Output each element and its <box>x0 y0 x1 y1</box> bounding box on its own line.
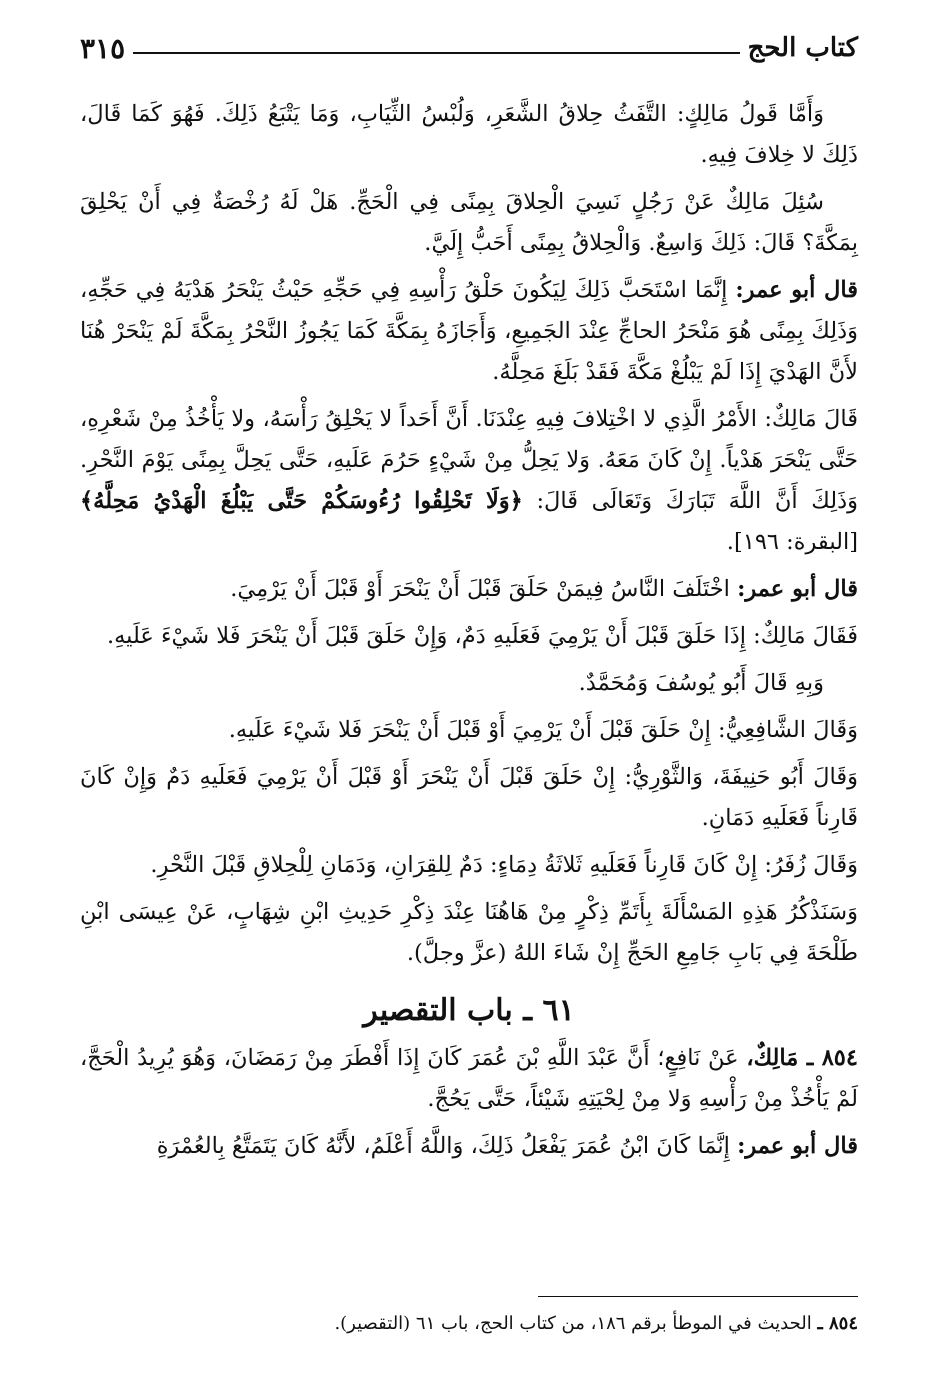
paragraph-text: إِنَّمَا اسْتَحَبَّ ذَلِكَ لِيَكُونَ حَلْقُ رَأْسِهِ فِي حَجِّهِ حَيْثُ يَنْحَرُ هَدْيَهُ فِي حَجِّهِ، وَذَلِكَ بِمِنًى هُوَ مَنْحَرُ الحاجِّ عِنْدَ الجَمِيعِ، وَأَجَازَهُ بِمَكَّةَ كَمَا يَجُوزُ النَّحْرُ بِمَكَّةَ لَمْ يَنْحَرْ هُنَا لأَنَّ الهَدْيَ إِذَا لَمْ يَبْلُغْ مَكَّةَ فَقَدْ بَلَغَ مَحِلَّهُ. <box>80 277 858 385</box>
paragraph <box>80 399 858 563</box>
footnote-number: ٨٥٤ ـ <box>817 1313 858 1334</box>
page-header <box>80 28 858 68</box>
paragraph-text: عَنْ نَافِعٍ؛ أَنَّ عَبْدَ اللَّهِ بْنَ عُمَرَ كَانَ إِذَا أَفْطَرَ مِنْ رَمَضَانَ، وَهُوَ يُرِيدُ الْحَجَّ، لَمْ يَأْخُذْ مِنْ رَأْسِهِ وَلا مِنْ لِحْيَتِهِ شَيْئاً، حَتَّى يَحُجَّ. <box>80 1045 858 1112</box>
paragraph-lead: قال أبو عمر: <box>737 576 858 602</box>
paragraph <box>80 892 858 974</box>
paragraph <box>80 616 858 657</box>
paragraph <box>80 757 858 839</box>
hadith-number: ٨٥٤ ـ مَالِكٌ، <box>746 1045 858 1071</box>
paragraph-text: إِنَّمَا كَانَ ابْنُ عُمَرَ يَفْعَلُ ذَلِكَ، وَاللَّهُ أَعْلَمُ، لأَنَّهُ كَانَ يَتَمَتَّعُ بِالعُمْرَةِ <box>156 1133 738 1159</box>
paragraph <box>80 1126 858 1167</box>
paragraph-text: قَالَ مَالِكٌ: الأَمْرُ الَّذِي لا اخْتِلافَ فِيهِ عِنْدَنَا. أَنَّ أَحَداً لا يَحْلِقُ رَأْسَهُ، ولا يَأْخُذُ مِنْ شَعْرِهِ، حَتَّى يَنْحَرَ هَدْياً. إِنْ كَانَ مَعَهُ. وَلا يَحِلُّ مِنْ شَيْءٍ حَرُمَ عَلَيهِ، حَتَّى يَحِلَّ بِمِنًى يَوْمَ النَّحْرِ. وَذَلِكَ أَنَّ اللَّهَ تَبَارَكَ وَتَعَالَى قَالَ: <box>80 406 858 514</box>
hadith-paragraph <box>80 1038 858 1120</box>
paragraph <box>80 270 858 393</box>
paragraph-text: فَقَالَ مَالِكٌ: إِذَا حَلَقَ قَبْلَ أَنْ يَرْمِيَ فَعَلَيهِ دَمٌ، وَإِنْ حَلَقَ قَبْلَ أَنْ يَنْحَرَ فَلا شَيْءَ عَلَيهِ. <box>106 623 858 649</box>
paragraph-text: وَأَمَّا قَولُ مَالِكٍ: التَّفَثُ حِلاقُ الشَّعَرِ، وَلُبْسُ الثِّيَابِ، وَمَا يَتْبَعُ ذَلِكَ. فَهُوَ كَمَا قَالَ، ذَلِكَ لا خِلافَ فِيهِ. <box>80 101 858 168</box>
footnote-text: الحديث في الموطأ برقم ١٨٦، من كتاب الحج، باب ٦١ (التقصير). <box>334 1313 818 1334</box>
book-title: كتاب الحج <box>740 33 858 63</box>
footnote-rule <box>538 1296 858 1297</box>
paragraph-lead: قال أبو عمر: <box>735 277 858 303</box>
paragraph <box>80 94 858 176</box>
paragraph <box>80 182 858 264</box>
verse-reference: [البقرة: ١٩٦]. <box>726 529 858 555</box>
paragraph-text: اخْتَلَفَ النَّاسُ فِيمَنْ حَلَقَ قَبْلَ أَنْ يَنْحَرَ أَوْ قَبْلَ أَنْ يَرْمِيَ. <box>230 576 738 602</box>
paragraph <box>80 845 858 886</box>
page-number: ٣١٥ <box>80 32 133 65</box>
paragraph <box>80 663 858 704</box>
paragraph <box>80 710 858 751</box>
paragraph-text: وَبِهِ قَالَ أَبُو يُوسُفَ وَمُحَمَّدٌ. <box>578 670 824 696</box>
quran-verse: ﴿وَلَا تَحْلِقُوا رُءُوسَكُمْ حَتَّى يَبْلُغَ الْهَدْيُ مَحِلَّهُ﴾ <box>80 488 523 514</box>
paragraph-text: وَقَالَ الشَّافِعِيُّ: إِنْ حَلَقَ قَبْلَ أَنْ يَرْمِيَ أَوْ قَبْلَ أَنْ يَنْحَرَ فَلا شَيْءَ عَلَيهِ. <box>228 717 858 743</box>
paragraph-text: وَقَالَ أَبُو حَنِيفَةَ، وَالثَّوْرِيُّ: إِنْ حَلَقَ قَبْلَ أَنْ يَنْحَرَ أَوْ قَبْلَ أَنْ يَرْمِيَ فَعَلَيهِ دَمٌ وَإِنْ كَانَ قَارِناً فَعَلَيهِ دَمَانِ. <box>80 764 858 831</box>
footnote <box>80 1309 858 1339</box>
paragraph-lead: قال أبو عمر: <box>737 1133 858 1159</box>
paragraph-text: وَقَالَ زُفَرُ: إِنْ كَانَ قَارِناً فَعَلَيهِ ثَلاثَةُ دِمَاءٍ: دَمٌ لِلقِرَانِ، وَدَمَانِ لِلْحِلاقِ قَبْلَ النَّحْرِ. <box>150 852 858 878</box>
footnotes <box>80 1296 858 1339</box>
paragraph-text: وَسَنَذْكُرُ هَذِهِ المَسْأَلَةَ بِأَتَمِّ ذِكْرٍ مِنْ هَاهُنَا عِنْدَ ذِكْرِ حَدِيثِ ابْنِ شِهَابٍ، عَنْ عِيسَى ابْنِ طَلْحَةَ فِي بَابِ جَامِعِ الحَجِّ إِنْ شَاءَ اللهُ (عزَّ وجلَّ). <box>80 899 858 966</box>
main-text <box>80 94 858 1167</box>
page <box>80 28 858 1173</box>
chapter-heading: ٦١ ـ باب التقصير <box>363 993 575 1028</box>
paragraph <box>80 569 858 610</box>
paragraph-text: سُئِلَ مَالِكٌ عَنْ رَجُلٍ نَسِيَ الْحِلاقَ بِمِنًى فِي الْحَجِّ. هَلْ لَهُ رُخْصَةٌ فِي أَنْ يَحْلِقَ بِمَكَّةَ؟ قَالَ: ذَلِكَ وَاسِعٌ. وَالْحِلاقُ بِمِنًى أَحَبُّ إِلَيَّ. <box>80 189 858 256</box>
